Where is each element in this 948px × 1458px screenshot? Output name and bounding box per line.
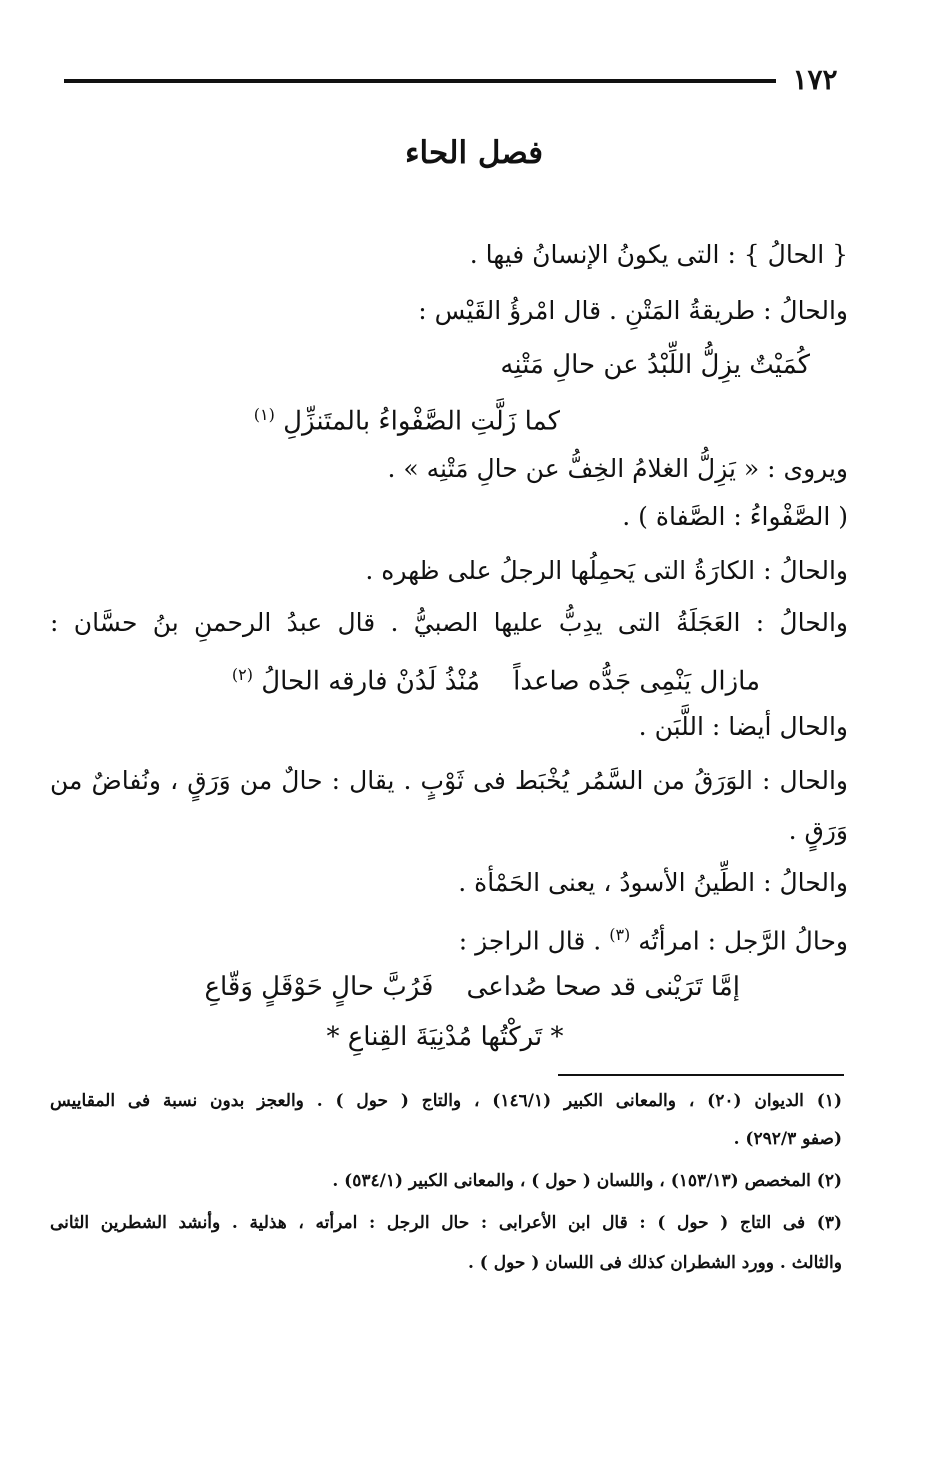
entry-line: والحال : الوَرَقُ من السَّمُر يُخْبَط فى ثَوْبٍ . يقال : حالٌ من وَرَقٍ ، ونُفاضٌ من xyxy=(50,766,848,795)
page-number: ١٧٢ xyxy=(792,63,838,96)
footnote-ref: (٣) xyxy=(609,925,631,944)
footnote: (صفو ٢٩٢/٣) . xyxy=(733,1129,842,1149)
header-rule xyxy=(64,79,776,83)
entry-line: والحال أيضا : اللَّبَن . xyxy=(638,712,848,741)
footnote: (٢) المخصص (١٥٣/١٣) ، واللسان ( حول ) ، والمعانى الكبير (٥٣٤/١) . xyxy=(332,1171,842,1191)
verse-line: كُمَيْتٌ يزِلُّ اللِّبْدُ عن حالِ مَتْنِه xyxy=(500,350,810,380)
verse-text: كما زَلَّتِ الصَّفْواءُ بالمتَنزِّلِ xyxy=(283,406,560,437)
verse-line xyxy=(170,650,760,700)
entry-line: ويروى : « يَزِلُّ الغلامُ الخِفُّ عن حالِ مَتْنِه » . xyxy=(387,454,848,483)
entry-text: . قال الراجز : xyxy=(458,926,610,956)
footnote: والثالث . وورد الشطران كذلك فى اللسان ( حول ) . xyxy=(467,1253,842,1273)
entry-line: ( الصَّفْواءُ : الصَّفاة ) . xyxy=(622,502,848,531)
entry-line: والحالُ : الطِّينُ الأسودُ ، يعنى الحَمْأة . xyxy=(458,868,848,897)
verse-line: * تَركْتُها مُدْنِيَةَ القِناعِ * xyxy=(326,1022,564,1052)
entry-line xyxy=(50,912,848,958)
footnote-rule xyxy=(558,1074,844,1076)
verse-line: إمَّا تَرَيْنى قد صحا صُداعى فَرُبَّ حالٍ حَوْقَلٍ وَقّاعِ xyxy=(204,972,740,1002)
footnote: (١) الديوان (٢٠) ، والمعانى الكبير (١٤٦/١) ، والتاج ( حول ) . والعجز بدون نسبة فى المقاييس xyxy=(50,1091,842,1111)
verse-text: مازال يَنْمِى جَدُّه صاعداً مُنْذُ لَدُنْ فارقه الحالُ xyxy=(261,666,760,697)
verse-line xyxy=(200,390,560,440)
entry-line: والحالُ : طريقةُ المَتْنِ . قال امْرؤُ القَيْس : xyxy=(418,296,848,325)
entry-line: والحالُ : العَجَلَةُ التى يدِبُّ عليها الصبيُّ . قال عبدُ الرحمنِ بنُ حسَّان : xyxy=(50,608,848,637)
footnote: (٣) فى التاج ( حول ) : قال ابن الأعرابى : حال الرجل : امرأته ، هذلية . وأنشد الشطرين الثانى xyxy=(50,1213,842,1233)
footnote-ref: (١) xyxy=(253,405,275,424)
entry-line: وَرَقٍ . xyxy=(788,816,848,845)
chapter-title: فصل الحاء xyxy=(404,135,544,171)
entry-line: { الحالُ } : التى يكونُ الإنسانُ فيها . xyxy=(469,240,848,269)
entry-line: والحالُ : الكارَةُ التى يَحمِلُها الرجلُ على ظهره . xyxy=(365,556,848,585)
footnote-ref: (٢) xyxy=(231,665,253,684)
entry-text: وحالُ الرَّجل : امرأتُه xyxy=(638,926,848,956)
